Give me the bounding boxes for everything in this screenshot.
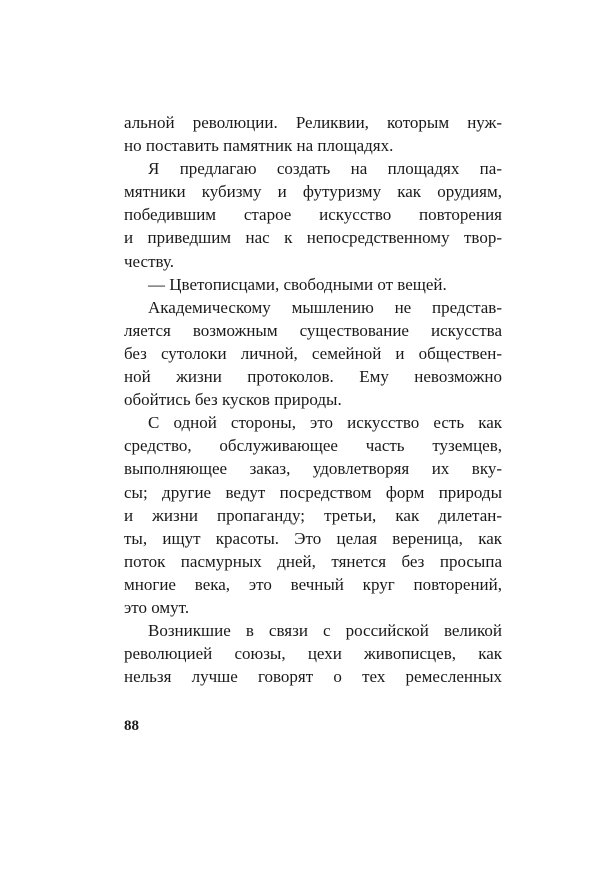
text-line: С одной стороны, это искусство есть как xyxy=(148,413,502,433)
text-line: нельзя лучше говорят о тех ремесленных xyxy=(124,667,502,687)
text-line: победившим старое искусство повторения xyxy=(124,205,502,225)
text-line: и жизни пропаганду; третьи, как дилетан- xyxy=(124,505,502,525)
text-line: Академическому мышлению не представ- xyxy=(148,297,502,317)
text-line: мятники кубизму и футуризму как орудиям, xyxy=(124,182,502,202)
text-line: и приведшим нас к непосредственному твор- xyxy=(124,228,502,248)
text-line: поток пасмурных дней, тянется без просыпа xyxy=(124,551,502,571)
text-line: альной революции. Реликвии, которым нуж- xyxy=(124,113,502,132)
text-line: честву. xyxy=(124,251,174,271)
text-line: обойтись без кусков природы. xyxy=(124,390,342,410)
text-line: это омут. xyxy=(124,597,190,617)
text-line: ты, ищут красоты. Это целая вереница, как xyxy=(124,528,502,548)
text-line: — Цветописцами, свободными от вещей. xyxy=(148,274,447,294)
text-line: ляется возможным существование искусства xyxy=(124,320,502,340)
body-text xyxy=(124,111,502,688)
text-line: средство, обслуживающее часть туземцев, xyxy=(124,436,502,456)
page-number: 88 xyxy=(124,718,139,734)
text-line: сы; другие ведут посредством форм природы xyxy=(124,482,502,502)
text-line: революцией союзы, цехи живописцев, как xyxy=(124,644,502,664)
text-line: ной жизни протоколов. Ему невозможно xyxy=(124,367,502,387)
text-line: Возникшие в связи с российской великой xyxy=(148,621,502,641)
text-line: многие века, это вечный круг повторений, xyxy=(124,574,502,594)
text-line: но поставить памятник на площадях. xyxy=(124,136,394,156)
text-line: выполняющее заказ, удовлетворяя их вку- xyxy=(124,459,502,479)
text-line: без сутолоки личной, семейной и обществен- xyxy=(124,343,502,363)
text-line: Я предлагаю создать на площадях па- xyxy=(148,159,502,179)
